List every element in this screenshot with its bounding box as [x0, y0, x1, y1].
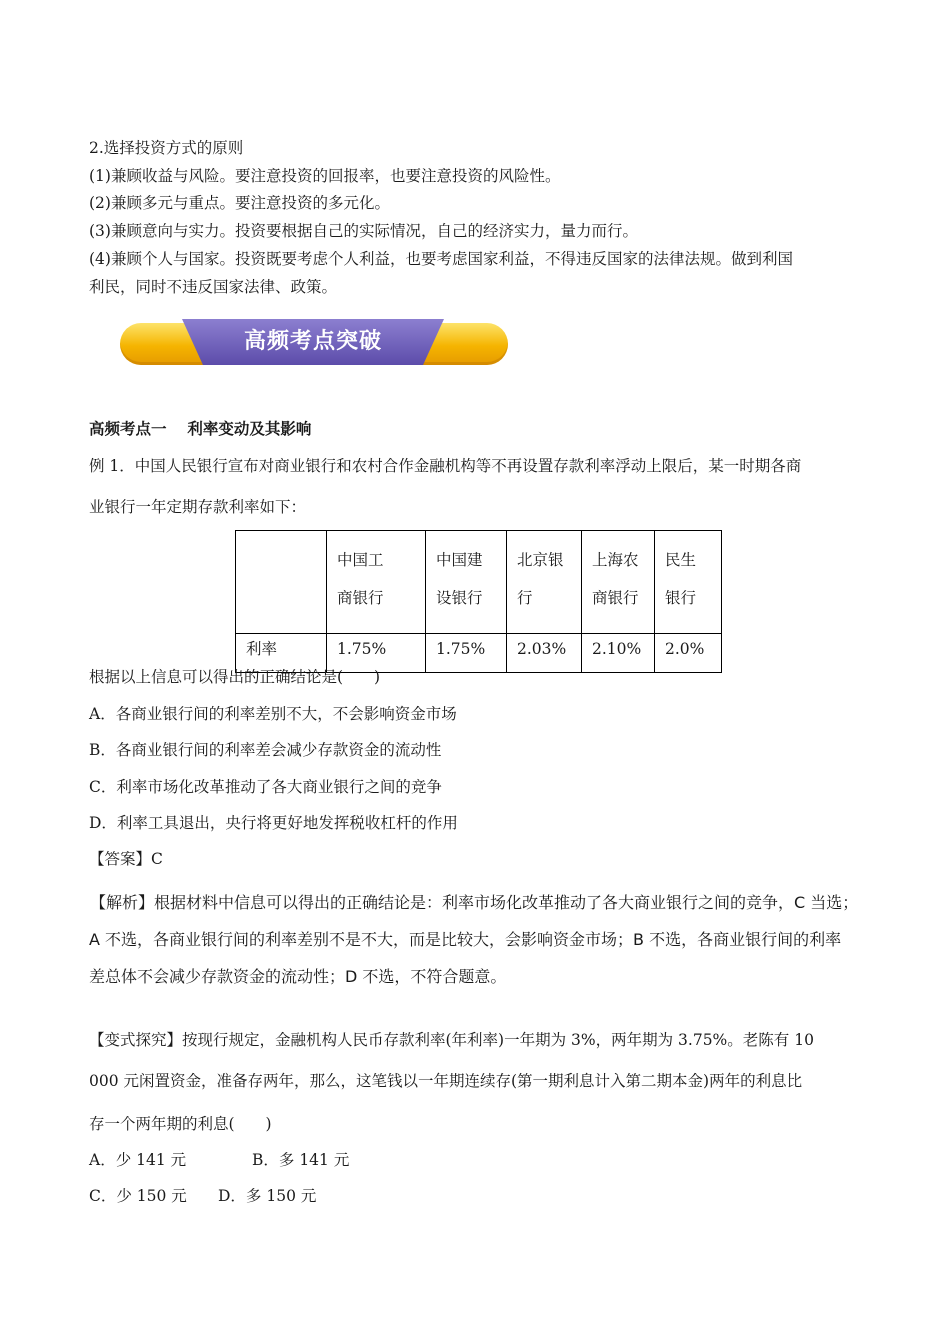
variant-option-c: C．少 150 元 — [89, 1187, 187, 1205]
table-header-row — [236, 531, 722, 634]
table-cell: 2.03% — [507, 634, 582, 673]
variant-option-b: B．多 141 元 — [252, 1151, 350, 1169]
principle-item: (4)兼顾个人与国家。投资既要考虑个人利益，也要考虑国家利益，不得违反国家的法律法规。做到利国 — [89, 250, 793, 268]
principles-heading: 2.选择投资方式的原则 — [89, 139, 244, 157]
table-header-cell: 民生 银行 — [655, 531, 722, 634]
principle-item: 利民，同时不违反国家法律、政策。 — [89, 278, 338, 296]
banner-label: 高频考点突破 — [243, 329, 382, 354]
principle-item: (1)兼顾收益与风险。要注意投资的回报率，也要注意投资的风险性。 — [89, 167, 561, 185]
variant-text: 000 元闲置资金，准备存两年，那么，这笔钱以一年期连续存(第一期利息计入第二期本金)两年的利息比 — [89, 1072, 803, 1090]
principle-item: (3)兼顾意向与实力。投资要根据自己的实际情况，自己的经济实力，量力而行。 — [89, 222, 638, 240]
answer-label: 【答案】C — [89, 850, 163, 868]
table-header-cell — [236, 531, 327, 634]
analysis-text: 差总体不会减少存款资金的流动性；D 不选，不符合题意。 — [89, 967, 507, 986]
analysis-text: A 不选，各商业银行间的利率差别不是不大，而是比较大，会影响资金市场；B 不选，各商业银行间的利率 — [89, 930, 842, 949]
section-banner — [120, 319, 508, 369]
example-text: 业银行一年定期存款利率如下： — [89, 498, 307, 516]
table-header-cell: 北京银 行 — [507, 531, 582, 634]
variant-text: 【变式探究】按现行规定，金融机构人民币存款利率(年利率)一年期为 3%，两年期为 3.75%。老陈有 10 — [89, 1031, 814, 1049]
answer-option-d: D．利率工具退出，央行将更好地发挥税收杠杆的作用 — [89, 814, 458, 832]
answer-option-a: A．各商业银行间的利率差别不大，不会影响资金市场 — [89, 705, 457, 723]
analysis-text: 【解析】根据材料中信息可以得出的正确结论是：利率市场化改革推动了各大商业银行之间的竞争，C 当选； — [90, 893, 859, 912]
variant-option-a: A．少 141 元 — [89, 1151, 187, 1169]
table-header-cell: 中国工 商银行 — [327, 531, 426, 634]
answer-option-c: C．利率市场化改革推动了各大商业银行之间的竞争 — [89, 778, 442, 796]
table-header-cell: 中国建 设银行 — [426, 531, 507, 634]
table-cell: 2.0% — [655, 634, 722, 673]
answer-option-b: B．各商业银行间的利率差会减少存款资金的流动性 — [89, 741, 442, 759]
variant-text: 存一个两年期的利息( ) — [89, 1115, 272, 1133]
table-cell: 2.10% — [582, 634, 655, 673]
table-cell: 1.75% — [426, 634, 507, 673]
table-header-cell: 上海农 商银行 — [582, 531, 655, 634]
example-text: 例 1．中国人民银行宣布对商业银行和农村合作金融机构等不再设置存款利率浮动上限后，某一时期各商 — [89, 457, 802, 475]
table-cell: 利率 — [236, 634, 327, 673]
interest-rate-table — [235, 530, 722, 673]
principle-item: (2)兼顾多元与重点。要注意投资的多元化。 — [89, 194, 390, 212]
table-cell: 1.75% — [327, 634, 426, 673]
variant-option-d: D．多 150 元 — [218, 1187, 317, 1205]
question-text: 根据以上信息可以得出的正确结论是( ) — [89, 668, 381, 686]
topic-title: 高频考点一 利率变动及其影响 — [89, 420, 312, 438]
